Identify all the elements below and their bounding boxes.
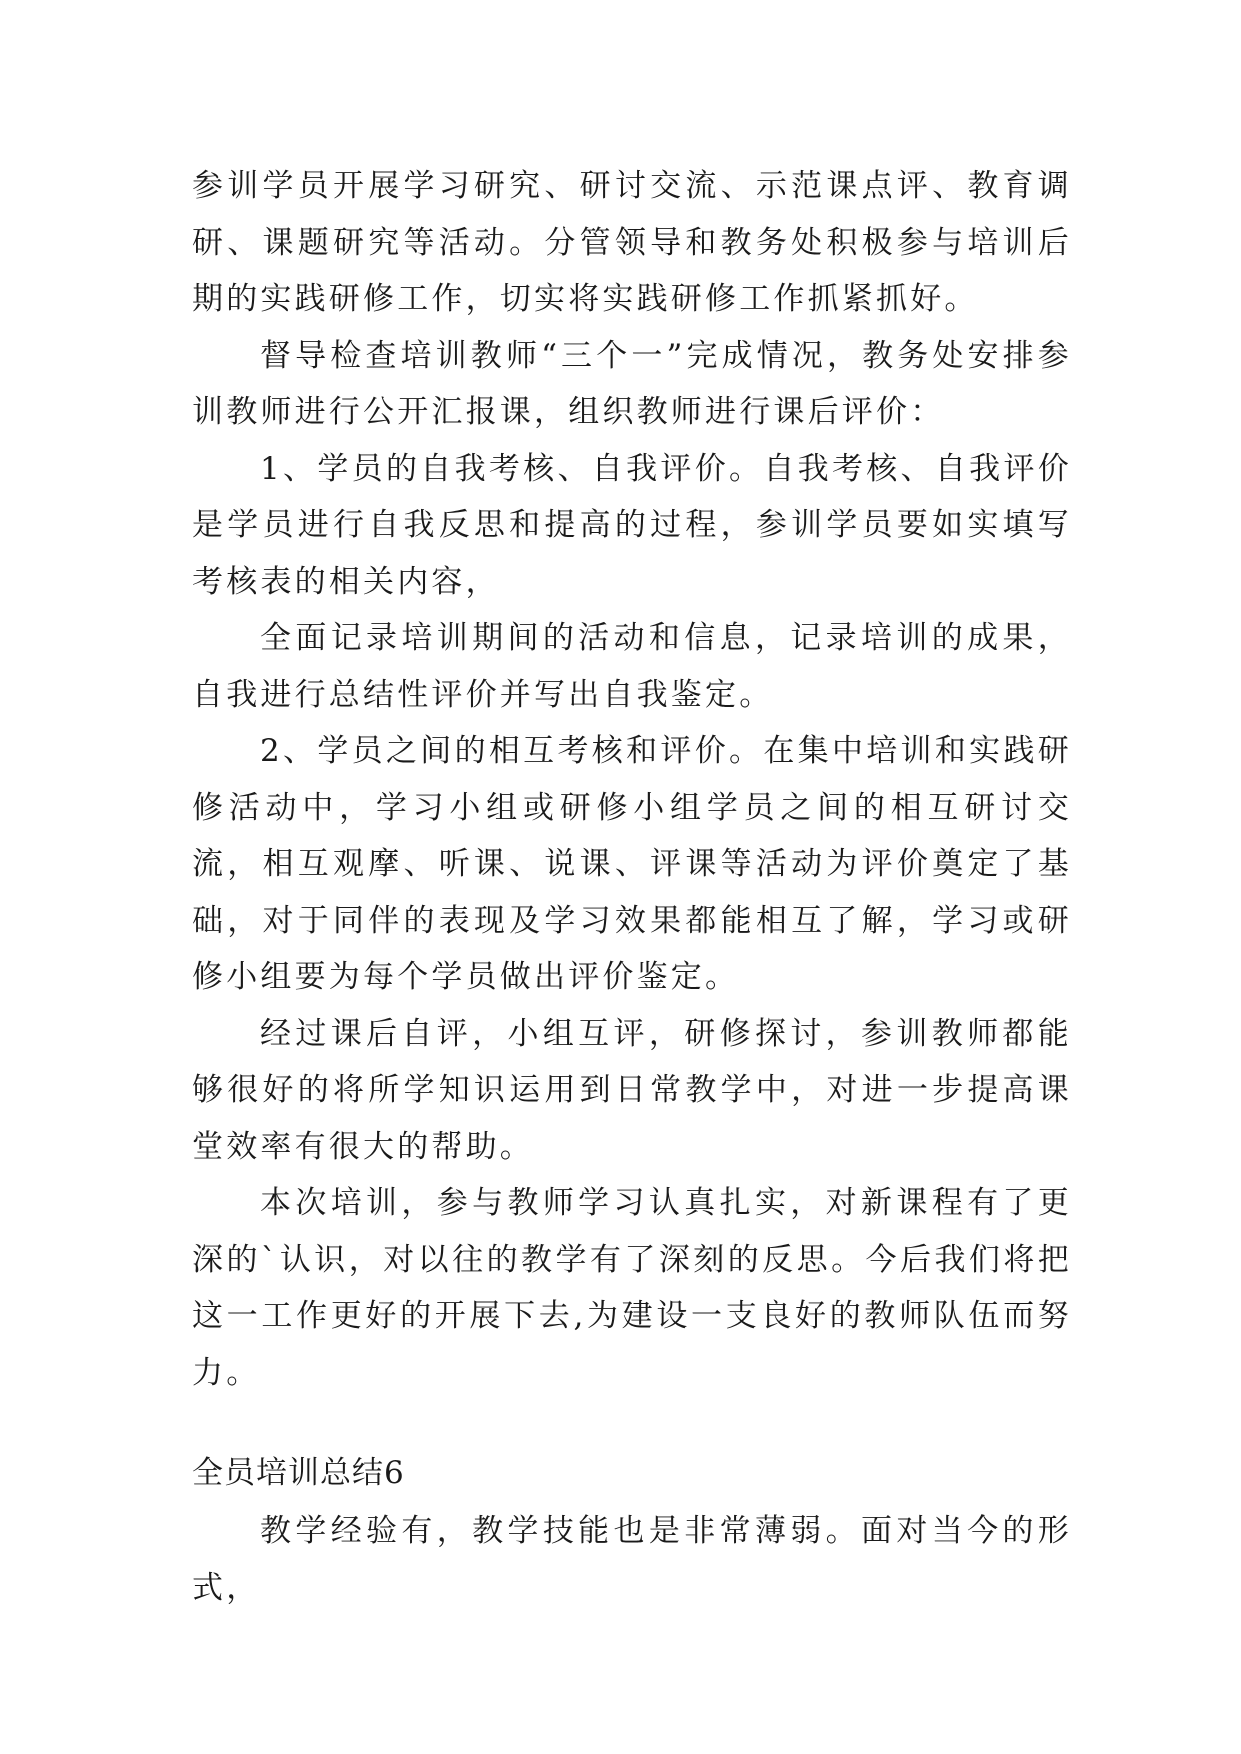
document-body [192,158,1072,1616]
section-title: 全员培训总结6 [192,1455,405,1491]
paragraph: 参训学员开展学习研究、研讨交流、示范课点评、教育调研、课题研究等活动。分管领导和教务处积极参与培训后期的实践研修工作，切实将实践研修工作抓紧抓好。 [192,168,1072,317]
paragraph: 1、学员的自我考核、自我评价。自我考核、自我评价是学员进行自我反思和提高的过程，参训学员要如实填写考核表的相关内容， [192,450,1072,600]
paragraph: 经过课后自评，小组互评，研修探讨，参训教师都能够很好的将所学知识运用到日常教学中，对进一步提高课堂效率有很大的帮助。 [192,1015,1072,1165]
paragraph: 全面记录培训期间的活动和信息，记录培训的成果，自我进行总结性评价并写出自我鉴定。 [192,620,1072,713]
paragraph: 教学经验有，教学技能也是非常薄弱。面对当今的形式， [192,1513,1072,1606]
paragraph: 本次培训，参与教师学习认真扎实，对新课程有了更深的`认识，对以往的教学有了深刻的反思。今后我们将把这一工作更好的开展下去,为建设一支良好的教师队伍而努力。 [192,1185,1072,1391]
paragraph: 督导检查培训教师“三个一”完成情况，教务处安排参训教师进行公开汇报课，组织教师进行课后评价： [192,337,1072,430]
paragraph: 2、学员之间的相互考核和评价。在集中培训和实践研修活动中，学习小组或研修小组学员之间的相互研讨交流，相互观摩、听课、说课、评课等活动为评价奠定了基础，对于同伴的表现及学习效果都能相互了解，学习或研修小组要为每个学员做出评价鉴定。 [192,733,1072,995]
